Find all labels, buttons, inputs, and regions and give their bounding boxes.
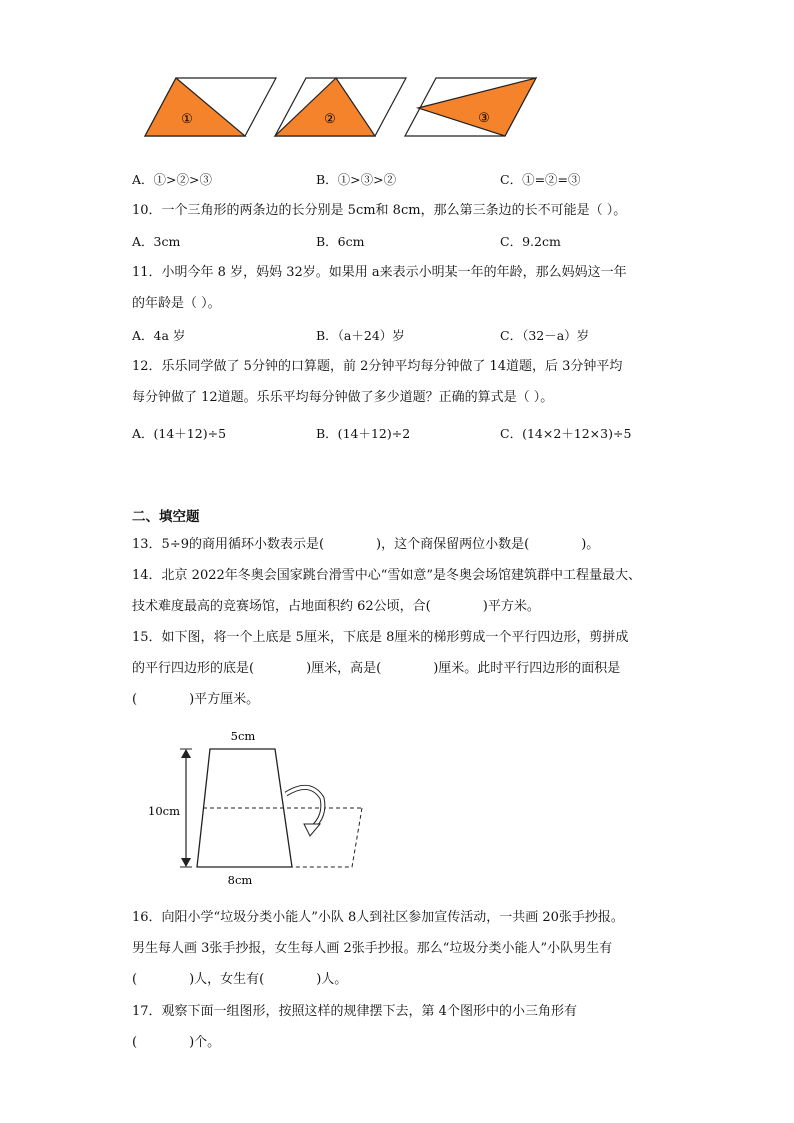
q10-option-a: A．3cm (132, 234, 181, 249)
q12-line-1: 12．乐乐同学做了 5分钟的口算题，前 2分钟平均每分钟做了 14道题，后 3分钟平均 (132, 359, 623, 374)
q12-option-b: B．(14＋12)÷2 (316, 426, 411, 441)
q11-option-b: B．（a＋24）岁 (316, 328, 405, 343)
q12-option-a: A．(14＋12)÷5 (132, 426, 227, 441)
q14-line-1: 14．北京 2022年冬奥会国家跳台滑雪中心“雪如意”是冬奥会场馆建筑群中工程量最大、 (132, 568, 642, 583)
q9-parallelograms-figure (140, 72, 540, 140)
q15-line-2: 的平行四边形的底是( )厘米，高是( )厘米。此时平行四边形的面积是 (132, 661, 621, 676)
q16-line-3: ( )人，女生有( )人。 (132, 972, 348, 987)
q9-option-c: C．①=②=③ (500, 172, 581, 187)
q10-option-c: C．9.2cm (500, 234, 561, 249)
q10-text: 10．一个三角形的两条边的长分别是 5cm和 8cm，那么第三条边的长不可能是（ ）。 (132, 203, 627, 218)
height-arrow-bottom (181, 858, 191, 867)
q12-option-c: C．(14×2＋12×3)÷5 (500, 426, 632, 441)
q11-option-a: A．4a 岁 (132, 328, 186, 343)
q15-line-3: ( )平方厘米。 (132, 692, 260, 707)
q16-line-1: 16．向阳小学“垃圾分类小能人”小队 8人到社区参加宣传活动，一共画 20张手抄报。 (132, 910, 624, 925)
q13-text: 13．5÷9的商用循环小数表示是( )，这个商保留两位小数是( )。 (132, 537, 600, 552)
parallelogram-1 (145, 78, 276, 136)
q11-line-1: 11．小明今年 8 岁，妈妈 32岁。如果用 a来表示小明某一年的年龄，那么妈妈这一年 (132, 265, 627, 280)
q14-line-2: 技术难度最高的竞赛场馆，占地面积约 62公顷，合( )平方米。 (132, 599, 540, 614)
q12-line-2: 每分钟做了 12道题。乐乐平均每分钟做了多少道题？正确的算式是（ ）。 (132, 390, 554, 405)
parallelogram-3 (405, 78, 536, 136)
trapezoid-figure (140, 724, 380, 889)
q9-option-a: A．①>②>③ (132, 172, 212, 187)
moved-piece-outline (292, 808, 362, 867)
q16-line-2: 男生每人画 3张手抄报，女生每人画 2张手抄报。那么“垃圾分类小能人”小队男生有 (132, 941, 613, 956)
height-label: 10cm (148, 804, 180, 818)
label-3: ③ (478, 111, 490, 126)
height-arrow-top (181, 749, 191, 758)
top-base-label: 5cm (230, 729, 256, 743)
label-2: ② (324, 112, 336, 127)
q10-option-b: B．6cm (316, 234, 365, 249)
q9-option-b: B．①>③>② (316, 172, 397, 187)
parallelogram-2 (275, 78, 406, 136)
rotate-arrowhead (304, 824, 320, 836)
label-1: ① (181, 112, 193, 127)
q11-line-2: 的年龄是（ ）。 (132, 296, 221, 311)
q17-line-2: ( )个。 (132, 1035, 221, 1050)
bottom-base-label: 8cm (227, 873, 253, 887)
q15-line-1: 15．如下图，将一个上底是 5厘米，下底是 8厘米的梯形剪成一个平行四边形，剪拼成 (132, 630, 629, 645)
q11-option-c: C．（32－a）岁 (500, 328, 590, 343)
section-heading: 二、填空题 (132, 509, 200, 525)
q17-line-1: 17．观察下面一组图形，按照这样的规律摆下去，第 4个图形中的小三角形有 (132, 1004, 577, 1019)
